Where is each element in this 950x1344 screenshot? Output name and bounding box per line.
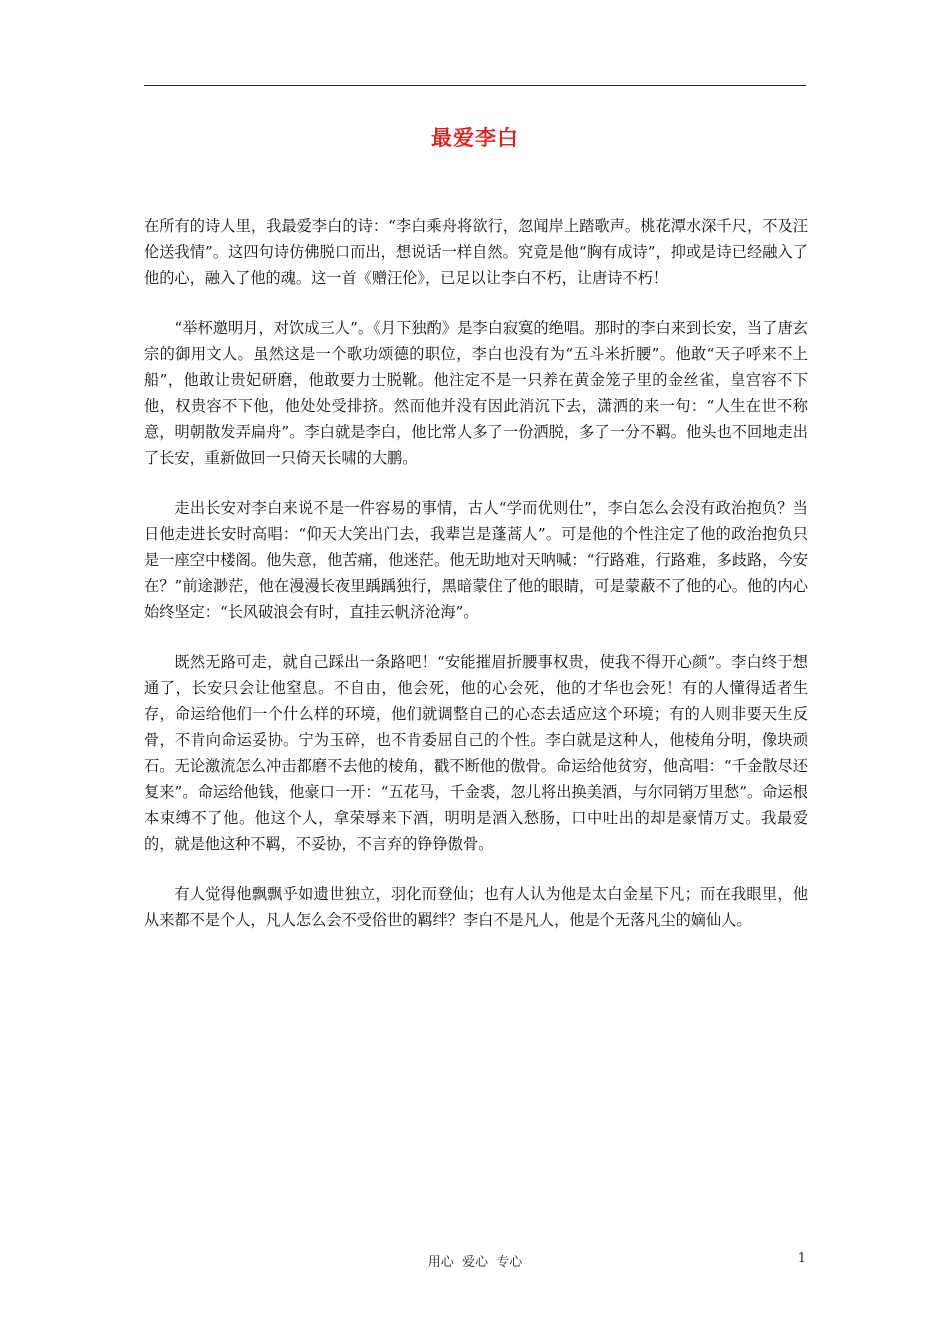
paragraph: 有人觉得他飘飘乎如遗世独立，羽化而登仙；也有人认为他是太白金星下凡；而在我眼里，他从来都不是个人，凡人怎么会不受俗世的羁绊？李白不是凡人，他是个无落凡尘的嫡仙人。 — [144, 885, 808, 929]
header-rule — [144, 85, 806, 86]
paragraph: 在所有的诗人里，我最爱李白的诗：“李白乘舟将欲行，忽闻岸上踏歌声。桃花潭水深千尺，不及汪伦送我情”。这四句诗仿佛脱口而出，想说话一样自然。究竟是他“胸有成诗”，抑或是诗已经融入了他的心，融入了他的魂。这一首《赠汪伦》，已足以让李白不朽，让唐诗不朽！ — [144, 217, 808, 287]
footer-motto: 用心 爱心 专心 — [427, 1255, 523, 1270]
article-title: 最爱李白 — [431, 125, 519, 150]
paragraph: 既然无路可走，就自己踩出一条路吧！“安能摧眉折腰事权贵，使我不得开心颜”。李白终于想通了，长安只会让他窒息。不自由，他会死，他的心会死，他的才华也会死！有的人懂得适者生存，命运给他们一个什么样的环境，他们就调整自己的心态去适应这个环境；有的人则非要天生反骨，不肯向命运妥协。宁为玉碎，也不肯委屈自己的个性。李白就是这种人，他棱角分明，像块顽石。无论激流怎么冲击都磨不去他的棱角，戳不断他的傲骨。命运给他贫穷，他高唱：“千金散尽还复来”。命运给他钱，他豪口一开：“五花马，千金裘，忽儿将出换美酒，与尔同销万里愁”。命运根本束缚不了他。他这个人，拿荣辱来下酒，明明是酒入愁肠，口中吐出的却是豪情万丈。我最爱的，就是他这种不羁，不妥协，不言弃的铮铮傲骨。 — [144, 653, 808, 853]
paragraph: 走出长安对李白来说不是一件容易的事情，古人“学而优则仕”，李白怎么会没有政治抱负？当日他走进长安时高唱：“仰天大笑出门去，我辈岂是蓬蒿人”。可是他的个性注定了他的政治抱负只是一座空中楼阁。他失意，他苦痛，他迷茫。他无助地对天呐喊：“行路难，行路难，多歧路，今安在？”前途渺茫，他在漫漫长夜里踽踽独行，黑暗蒙住了他的眼睛，可是蒙蔽不了他的心。他的内心始终坚定：“长风破浪会有时，直挂云帆济沧海”。 — [144, 499, 808, 621]
page-number: 1 — [797, 1251, 806, 1266]
paragraph: “举杯邀明月，对饮成三人”。《月下独酌》是李白寂寞的绝唱。那时的李白来到长安，当了唐玄宗的御用文人。虽然这是一个歌功颂德的职位，李白也没有为“五斗米折腰”。他敢“天子呼来不上船”，他敢让贵妃研磨，他敢要力士脱靴。他注定不是一只养在黄金笼子里的金丝雀，皇宫容不下他，权贵容不下他，他处处受排挤。然而他并没有因此消沉下去，潇洒的来一句：“人生在世不称意，明朝散发弄扁舟”。李白就是李白，他比常人多了一份洒脱，多了一分不羁。他头也不回地走出了长安，重新做回一只倚天长啸的大鹏。 — [144, 319, 808, 467]
article-body — [144, 213, 808, 957]
